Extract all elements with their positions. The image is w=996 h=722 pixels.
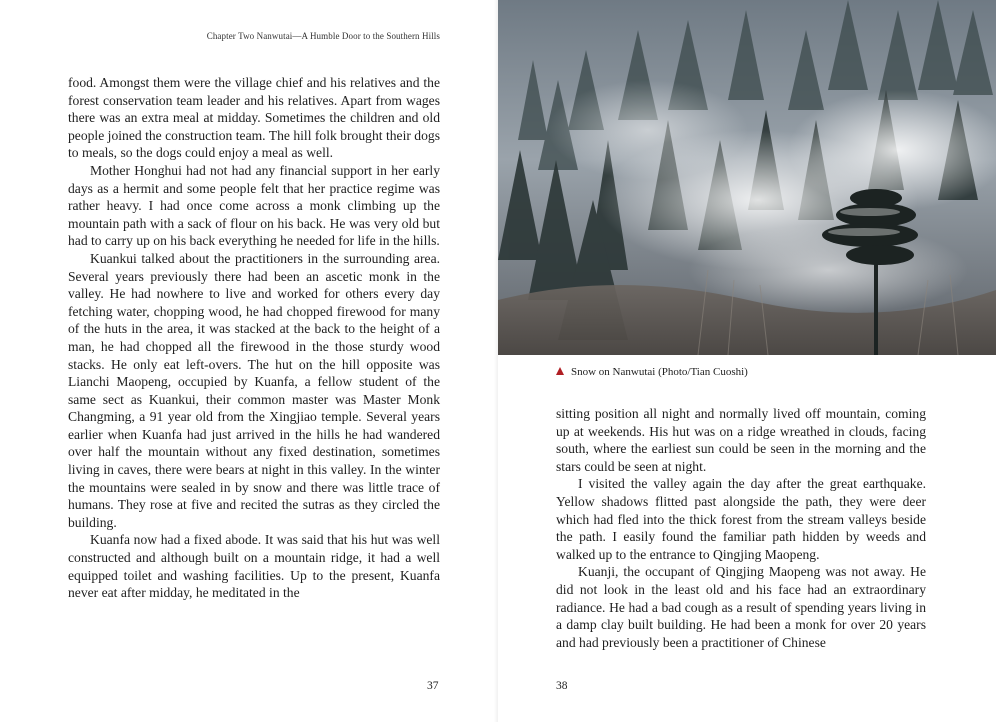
- paragraph: food. Amongst them were the village chief and his relatives and the forest conservation team leader and his relatives. Apart from wages there was an extra meal at midday. Sometimes the children and old people joined the construction team. The hill folk brought their dogs to meals, so the dogs could enjoy a meal as well.: [68, 75, 440, 161]
- paragraph: Kuanfa now had a fixed abode. It was said that his hut was well constructed and although built on a mountain ridge, it had a well equipped toilet and washing facilities. Up to the present, Kuanfa never eat after midday, he meditated in the: [68, 532, 440, 601]
- paragraph: I visited the valley again the day after the great earthquake. Yellow shadows flitted past alongside the path, they were deer which had fled into the thick forest from the stream valleys beside the path. I easily found the familiar path hidden by weeds and walked up to the entrance to Qingjing Maopeng.: [556, 476, 926, 562]
- photo-caption: [556, 366, 748, 378]
- paragraph: Mother Honghui had not had any financial support in her early days as a hermit and some people felt that her practice regime was rather heavy. I had once come across a monk climbing up the mountain path with a sack of flour on his back. He was very old but had to carry up on his back everything he needed for life in the hills.: [68, 162, 440, 249]
- left-body-text: [68, 74, 440, 602]
- caption-text: Snow on Nanwutai (Photo/Tian Cuoshi): [571, 366, 748, 378]
- caption-triangle-icon: [556, 367, 564, 375]
- right-body-text: [556, 405, 926, 651]
- snow-forest-photo: [498, 0, 996, 355]
- photo-illustration: [498, 0, 996, 355]
- page-number: 38: [556, 680, 568, 692]
- paragraph: Kuankui talked about the practitioners in the surrounding area. Several years previously there had been an ascetic monk in the valley. He had nowhere to live and worked for others every day fetching water, chopping wood, he had chopped firewood for many of the huts in the area, it was stacked at the back to the height of a man, he had chopped all the firewood in the those sturdy wood stacks. He only eat left-overs. The hut on the hill opposite was Lianchi Maopeng, occupied by Kuanfa, a fellow student of the same sect as Kuankui, their common master was Master Monk Changming, a 91 year old from the Xingjiao temple. Several years earlier when Kuanfa had just arrived in the hills he had wandered over half the mountain without any fixed destination, sometimes living in caves, there were bears at night in this valley. In the winter the mountains were sealed in by snow and there was little trace of humans. They rose at five and recited the sutras as they circled the building.: [68, 250, 440, 530]
- paragraph: Kuanji, the occupant of Qingjing Maopeng was not away. He did not look in the least old and his face had an extraordinary radiance. He had a bad cough as a result of spending years living in a damp clay built building. He had been a monk for over 20 years and had previously been a practitioner of Chinese: [556, 564, 926, 650]
- running-head: Chapter Two Nanwutai—A Humble Door to the Southern Hills: [206, 31, 440, 41]
- right-page: [498, 0, 996, 722]
- paragraph: sitting position all night and normally lived off mountain, coming up at weekends. His hut was on a ridge wreathed in clouds, facing south, where the earliest sun could be seen in the morning and the stars could be seen at night.: [556, 406, 926, 474]
- page-number: 37: [427, 680, 439, 692]
